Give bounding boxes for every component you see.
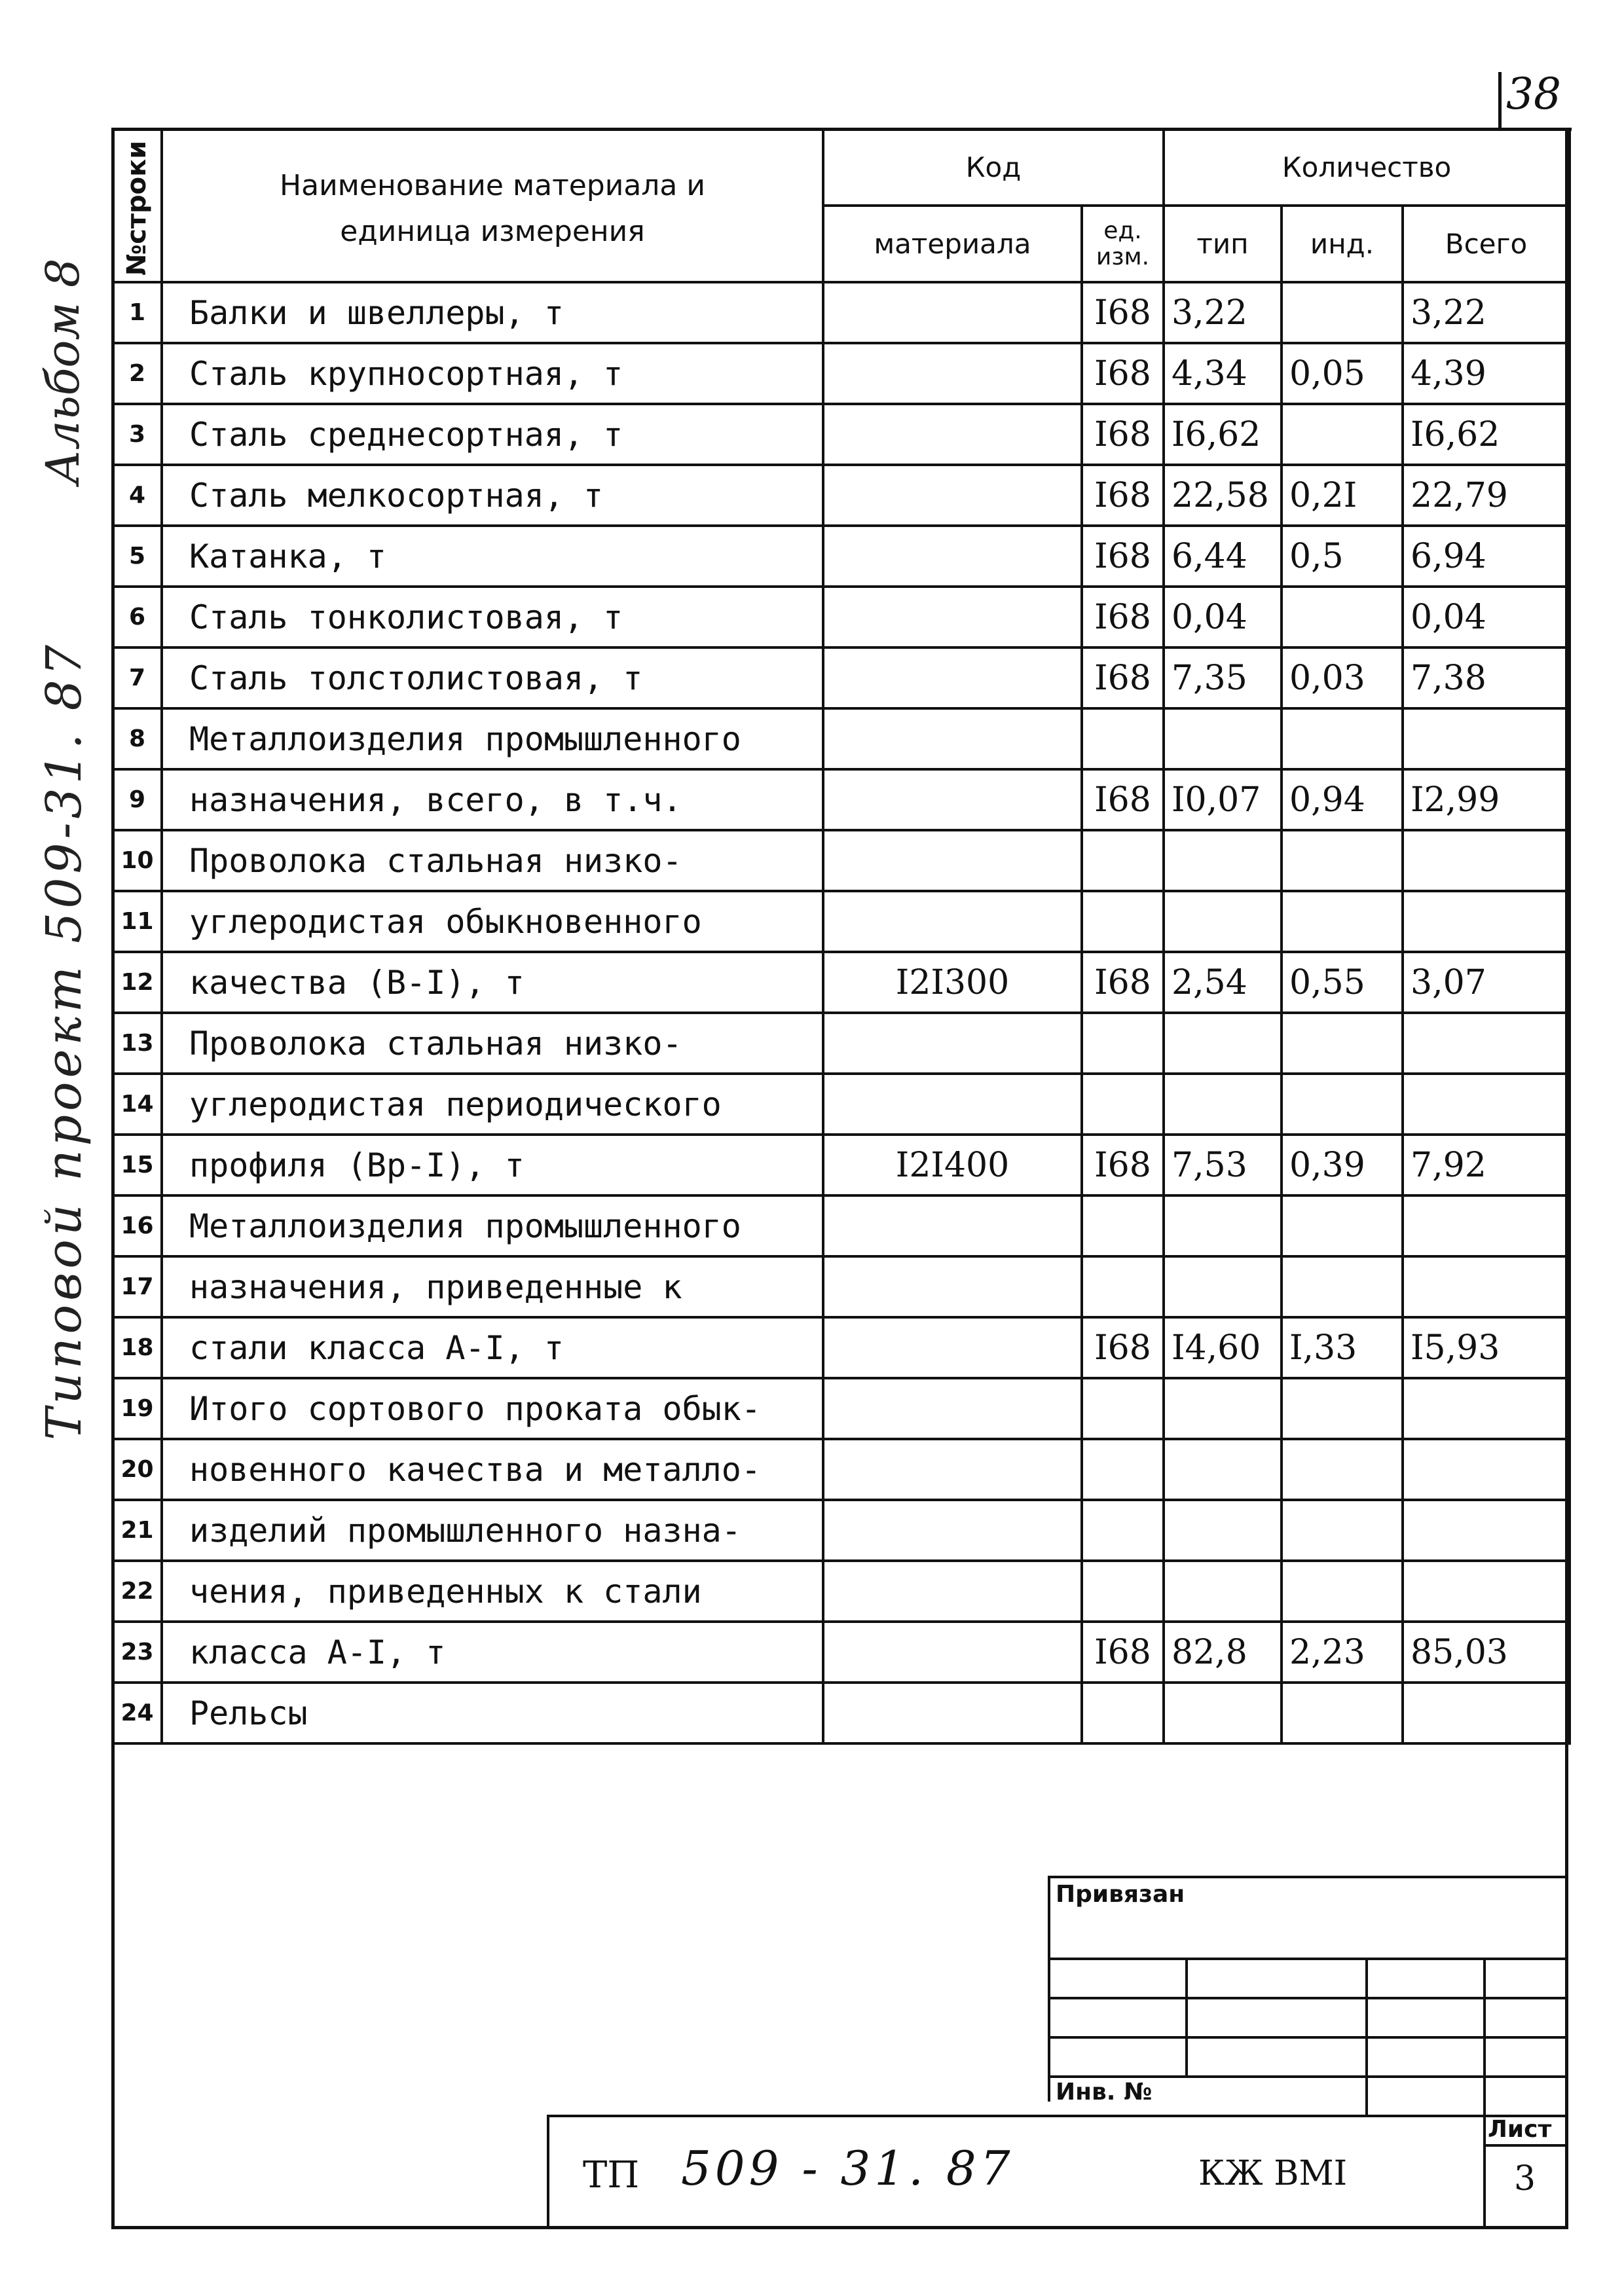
row-number: 9 (113, 769, 162, 830)
row-material-code (823, 1256, 1082, 1317)
row-qty-total (1403, 1683, 1570, 1743)
row-qty-type (1164, 1195, 1282, 1256)
row-material-code (823, 1317, 1082, 1378)
table-row (113, 1500, 1570, 1561)
row-qty-ind: I,33 (1282, 1317, 1403, 1378)
row-material-name: изделий промышленного назна- (162, 1500, 823, 1561)
row-unit-code: I68 (1082, 1135, 1164, 1195)
row-unit-code (1082, 830, 1164, 891)
row-qty-type (1164, 1683, 1282, 1743)
table-row (113, 1439, 1570, 1500)
doc-code: КЖ ВМI (1198, 2154, 1348, 2193)
table-row (113, 282, 1570, 343)
row-qty-ind (1282, 830, 1403, 891)
table-row (113, 1561, 1570, 1622)
row-qty-ind (1282, 708, 1403, 769)
row-material-name: Балки и швеллеры, т (162, 282, 823, 343)
row-material-name: назначения, приведенные к (162, 1256, 823, 1317)
row-qty-ind (1282, 1561, 1403, 1622)
row-unit-code (1082, 1683, 1164, 1743)
binding-vline-1 (1185, 1958, 1188, 2075)
row-material-name: углеродистая периодического (162, 1074, 823, 1135)
row-unit-code: I68 (1082, 1622, 1164, 1683)
row-material-code (823, 1074, 1082, 1135)
row-qty-total: 3,07 (1403, 952, 1570, 1013)
row-material-name: Проволока стальная низко- (162, 1013, 823, 1074)
row-material-name: углеродистая обыкновенного (162, 891, 823, 952)
row-material-code (823, 282, 1082, 343)
row-unit-code (1082, 1439, 1164, 1500)
binding-hline-3 (1048, 2036, 1568, 2039)
row-number: 16 (113, 1195, 162, 1256)
row-qty-type: 6,44 (1164, 526, 1282, 587)
row-qty-total (1403, 1013, 1570, 1074)
header-code: Код (823, 129, 1164, 206)
row-qty-type (1164, 1013, 1282, 1074)
row-material-code (823, 404, 1082, 465)
row-qty-type: 3,22 (1164, 282, 1282, 343)
row-qty-total (1403, 830, 1570, 891)
row-material-name: чения, приведенных к стали (162, 1561, 823, 1622)
table-row (113, 1683, 1570, 1743)
row-qty-type (1164, 1561, 1282, 1622)
row-qty-total: I6,62 (1403, 404, 1570, 465)
row-material-code: I2I300 (823, 952, 1082, 1013)
row-unit-code: I68 (1082, 952, 1164, 1013)
row-number: 18 (113, 1317, 162, 1378)
row-number: 20 (113, 1439, 162, 1500)
row-number: 2 (113, 343, 162, 404)
row-unit-code (1082, 1378, 1164, 1439)
row-unit-code: I68 (1082, 343, 1164, 404)
row-number: 1 (113, 282, 162, 343)
header-material-name: Наименование материала и единица измерения (162, 129, 823, 282)
row-qty-ind: 2,23 (1282, 1622, 1403, 1683)
row-material-code (823, 1439, 1082, 1500)
row-material-name: Катанка, т (162, 526, 823, 587)
table-row (113, 830, 1570, 891)
table-row (113, 343, 1570, 404)
row-qty-total (1403, 891, 1570, 952)
row-material-name: Сталь среднесортная, т (162, 404, 823, 465)
header-code-unit: ед. изм. (1082, 206, 1164, 282)
row-qty-type: 22,58 (1164, 465, 1282, 526)
row-material-code (823, 1561, 1082, 1622)
row-qty-total: 7,92 (1403, 1135, 1570, 1195)
row-material-code (823, 769, 1082, 830)
row-qty-type: 0,04 (1164, 587, 1282, 647)
row-qty-ind (1282, 891, 1403, 952)
row-qty-ind (1282, 1195, 1403, 1256)
row-qty-ind (1282, 1683, 1403, 1743)
row-number: 23 (113, 1622, 162, 1683)
binding-hline-4 (1048, 2075, 1568, 2078)
row-qty-total (1403, 1439, 1570, 1500)
row-material-code (823, 343, 1082, 404)
row-unit-code: I68 (1082, 647, 1164, 708)
binding-hline-1 (1048, 1958, 1568, 1960)
table-row (113, 1195, 1570, 1256)
row-qty-ind: 0,05 (1282, 343, 1403, 404)
row-qty-total: I2,99 (1403, 769, 1570, 830)
table-row (113, 1135, 1570, 1195)
project-label: Типовой проект 509-31. 87 (36, 641, 92, 1440)
table-row (113, 1317, 1570, 1378)
row-material-name: Итого сортового проката обык- (162, 1378, 823, 1439)
row-material-code (823, 1378, 1082, 1439)
album-label: Альбом 8 (36, 258, 90, 484)
row-material-code (823, 830, 1082, 891)
row-unit-code: I68 (1082, 769, 1164, 830)
table-row (113, 1074, 1570, 1135)
doc-number: 509 - 31. 87 (681, 2141, 1014, 2196)
row-material-code (823, 1683, 1082, 1743)
row-qty-type (1164, 708, 1282, 769)
row-qty-ind: 0,03 (1282, 647, 1403, 708)
row-number: 4 (113, 465, 162, 526)
row-qty-type: I6,62 (1164, 404, 1282, 465)
row-qty-type (1164, 1378, 1282, 1439)
row-number: 10 (113, 830, 162, 891)
row-qty-type (1164, 1256, 1282, 1317)
table-row (113, 404, 1570, 465)
row-qty-total (1403, 1256, 1570, 1317)
row-unit-code (1082, 1074, 1164, 1135)
table-row (113, 708, 1570, 769)
row-material-code: I2I400 (823, 1135, 1082, 1195)
row-number: 24 (113, 1683, 162, 1743)
row-qty-type: 7,53 (1164, 1135, 1282, 1195)
row-unit-code: I68 (1082, 1317, 1164, 1378)
row-qty-ind (1282, 1378, 1403, 1439)
row-unit-code (1082, 1561, 1164, 1622)
row-material-name: Сталь мелкосортная, т (162, 465, 823, 526)
row-material-name: класса A-I, т (162, 1622, 823, 1683)
bound-label: Привязан (1056, 1881, 1185, 1908)
row-qty-ind (1282, 282, 1403, 343)
sheet-number-divider (1498, 72, 1502, 131)
row-material-code (823, 1622, 1082, 1683)
row-material-code (823, 526, 1082, 587)
row-number: 5 (113, 526, 162, 587)
row-number: 17 (113, 1256, 162, 1317)
margin-project-note (36, 641, 121, 1440)
row-qty-total: 0,04 (1403, 587, 1570, 647)
binding-vline-2 (1365, 1958, 1368, 2115)
row-material-name: профиля (Bp-I), т (162, 1135, 823, 1195)
row-qty-type: 2,54 (1164, 952, 1282, 1013)
row-qty-total (1403, 1195, 1570, 1256)
row-unit-code (1082, 1013, 1164, 1074)
row-material-name: стали класса A-I, т (162, 1317, 823, 1378)
row-number: 15 (113, 1135, 162, 1195)
binding-hline-2 (1048, 1997, 1568, 1999)
row-material-name: Сталь тонколистовая, т (162, 587, 823, 647)
binding-block (1048, 1876, 1568, 2102)
row-qty-ind: 0,39 (1282, 1135, 1403, 1195)
row-number: 3 (113, 404, 162, 465)
row-qty-total (1403, 1378, 1570, 1439)
row-unit-code (1082, 1500, 1164, 1561)
row-material-name: Проволока стальная низко- (162, 830, 823, 891)
row-qty-ind (1282, 1074, 1403, 1135)
row-number: 19 (113, 1378, 162, 1439)
table-row (113, 465, 1570, 526)
row-unit-code (1082, 708, 1164, 769)
row-qty-ind: 0,94 (1282, 769, 1403, 830)
table-row (113, 647, 1570, 708)
row-qty-ind: 0,2I (1282, 465, 1403, 526)
table-row (113, 769, 1570, 830)
header-qty-total: Всего (1403, 206, 1570, 282)
row-qty-ind (1282, 1013, 1403, 1074)
row-qty-ind (1282, 1439, 1403, 1500)
row-material-name: Металлоизделия промышленного (162, 1195, 823, 1256)
row-number: 14 (113, 1074, 162, 1135)
row-qty-ind: 0,55 (1282, 952, 1403, 1013)
row-material-code (823, 465, 1082, 526)
row-qty-ind (1282, 1500, 1403, 1561)
handwritten-sheet-number: 38 (1506, 69, 1561, 119)
table-row (113, 1256, 1570, 1317)
row-qty-type: 82,8 (1164, 1622, 1282, 1683)
row-material-code (823, 708, 1082, 769)
row-qty-type: I4,60 (1164, 1317, 1282, 1378)
row-material-name: назначения, всего, в т.ч. (162, 769, 823, 830)
table-row (113, 891, 1570, 952)
doc-prefix: ТП (583, 2154, 640, 2196)
row-unit-code (1082, 891, 1164, 952)
row-number: 13 (113, 1013, 162, 1074)
row-number: 11 (113, 891, 162, 952)
row-unit-code (1082, 1256, 1164, 1317)
row-material-name: Металлоизделия промышленного (162, 708, 823, 769)
sheet-cell-divider (1483, 2144, 1568, 2147)
table-row (113, 952, 1570, 1013)
row-unit-code: I68 (1082, 526, 1164, 587)
row-qty-type (1164, 891, 1282, 952)
table-row (113, 587, 1570, 647)
row-unit-code: I68 (1082, 282, 1164, 343)
row-qty-type (1164, 830, 1282, 891)
row-material-code (823, 1013, 1082, 1074)
row-qty-total: 4,39 (1403, 343, 1570, 404)
header-qty-type: тип (1164, 206, 1282, 282)
row-qty-total (1403, 1561, 1570, 1622)
table-row (113, 1622, 1570, 1683)
row-qty-total: 85,03 (1403, 1622, 1570, 1683)
row-qty-type: 4,34 (1164, 343, 1282, 404)
row-qty-ind (1282, 404, 1403, 465)
row-material-name: качества (B-I), т (162, 952, 823, 1013)
sheet-value: 3 (1514, 2159, 1536, 2198)
row-qty-type (1164, 1500, 1282, 1561)
table-row (113, 1378, 1570, 1439)
row-unit-code: I68 (1082, 465, 1164, 526)
row-qty-total: 7,38 (1403, 647, 1570, 708)
row-qty-total (1403, 708, 1570, 769)
row-number: 7 (113, 647, 162, 708)
row-qty-total: 3,22 (1403, 282, 1570, 343)
row-number: 6 (113, 587, 162, 647)
row-material-name: новенного качества и металло- (162, 1439, 823, 1500)
row-material-code (823, 587, 1082, 647)
header-code-material: материала (823, 206, 1082, 282)
row-qty-total: 22,79 (1403, 465, 1570, 526)
table-row (113, 1013, 1570, 1074)
row-unit-code: I68 (1082, 404, 1164, 465)
row-qty-type (1164, 1074, 1282, 1135)
row-qty-total: 6,94 (1403, 526, 1570, 587)
row-material-code (823, 647, 1082, 708)
row-qty-total: I5,93 (1403, 1317, 1570, 1378)
row-number: 21 (113, 1500, 162, 1561)
row-qty-type (1164, 1439, 1282, 1500)
header-row-number: №строки (113, 129, 162, 282)
row-material-code (823, 1195, 1082, 1256)
row-qty-total (1403, 1074, 1570, 1135)
row-material-code (823, 1500, 1082, 1561)
table-row (113, 526, 1570, 587)
row-number: 8 (113, 708, 162, 769)
sheet-label: Лист (1488, 2116, 1552, 2143)
row-unit-code (1082, 1195, 1164, 1256)
row-qty-ind (1282, 1256, 1403, 1317)
row-material-name: Сталь крупносортная, т (162, 343, 823, 404)
header-qty-ind: инд. (1282, 206, 1403, 282)
material-spec-table (111, 128, 1571, 1745)
row-material-code (823, 891, 1082, 952)
row-qty-ind (1282, 587, 1403, 647)
row-qty-ind: 0,5 (1282, 526, 1403, 587)
row-unit-code: I68 (1082, 587, 1164, 647)
row-material-name: Рельсы (162, 1683, 823, 1743)
row-number: 22 (113, 1561, 162, 1622)
row-number: 12 (113, 952, 162, 1013)
header-quantity: Количество (1164, 129, 1570, 206)
row-material-name: Сталь толстолистовая, т (162, 647, 823, 708)
row-qty-total (1403, 1500, 1570, 1561)
margin-album-note (36, 249, 121, 484)
row-qty-type: 7,35 (1164, 647, 1282, 708)
inventory-label: Инв. № (1056, 2079, 1153, 2105)
row-qty-type: I0,07 (1164, 769, 1282, 830)
